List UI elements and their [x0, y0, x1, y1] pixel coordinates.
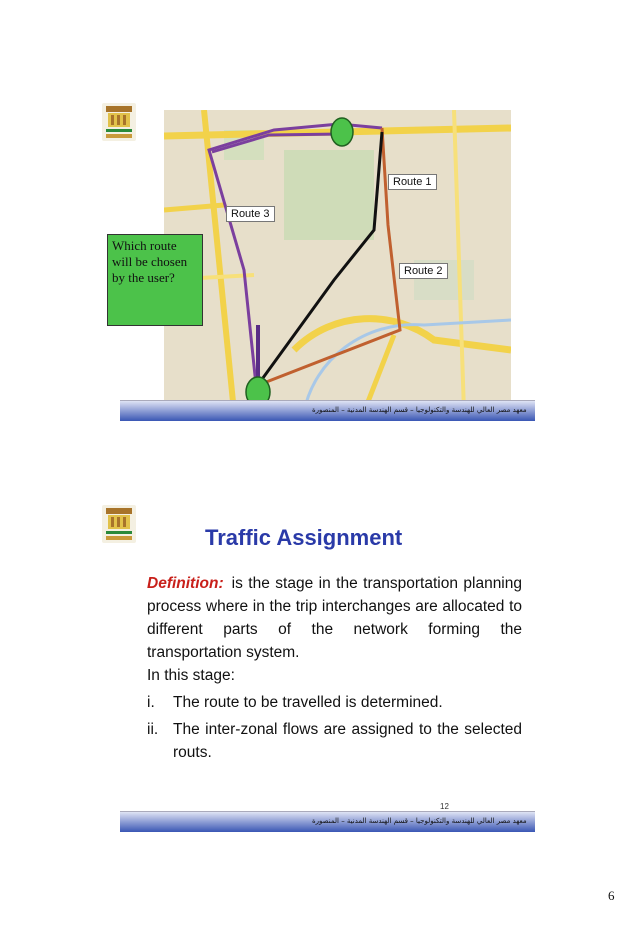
- slide-footer-text: معهد مصر العالي للهندسة والتكنولوجيا – قسم الهندسة المدنية – المنصورة: [312, 817, 527, 825]
- list-item-text: The inter-zonal flows are assigned to the selected routs.: [173, 721, 522, 761]
- page-number: 6: [608, 888, 615, 903]
- slide-traffic-assignment: [100, 505, 535, 830]
- definition-text: is the stage in the transportation planning process where in the trip interchanges are allocated to different parts of the network forming the transportation system.: [147, 575, 522, 661]
- route-map: [164, 110, 511, 412]
- slide-number: 12: [440, 802, 449, 811]
- institute-logo: [102, 505, 136, 543]
- question-callout: Which route will be chosen by the user?: [107, 234, 203, 326]
- route-1-label: Route 1: [388, 174, 437, 190]
- slide-map: [100, 103, 535, 428]
- list-item-number: ii.: [147, 721, 159, 738]
- route-3-label: Route 3: [226, 206, 275, 222]
- definition-paragraph: [147, 572, 522, 664]
- list-item: [147, 691, 522, 714]
- list-item-number: i.: [147, 694, 155, 711]
- slide-body: [147, 572, 522, 764]
- stage-intro: In this stage:: [147, 667, 235, 684]
- list-item-text: The route to be travelled is determined.: [173, 694, 443, 711]
- institute-logo: [102, 103, 136, 141]
- slide-footer-text: معهد مصر العالي للهندسة والتكنولوجيا – قسم الهندسة المدنية – المنصورة: [312, 406, 527, 414]
- list-item: [147, 718, 522, 764]
- slide-title: Traffic Assignment: [205, 525, 403, 550]
- definition-label: Definition:: [147, 575, 224, 592]
- route-2-label: Route 2: [399, 263, 448, 279]
